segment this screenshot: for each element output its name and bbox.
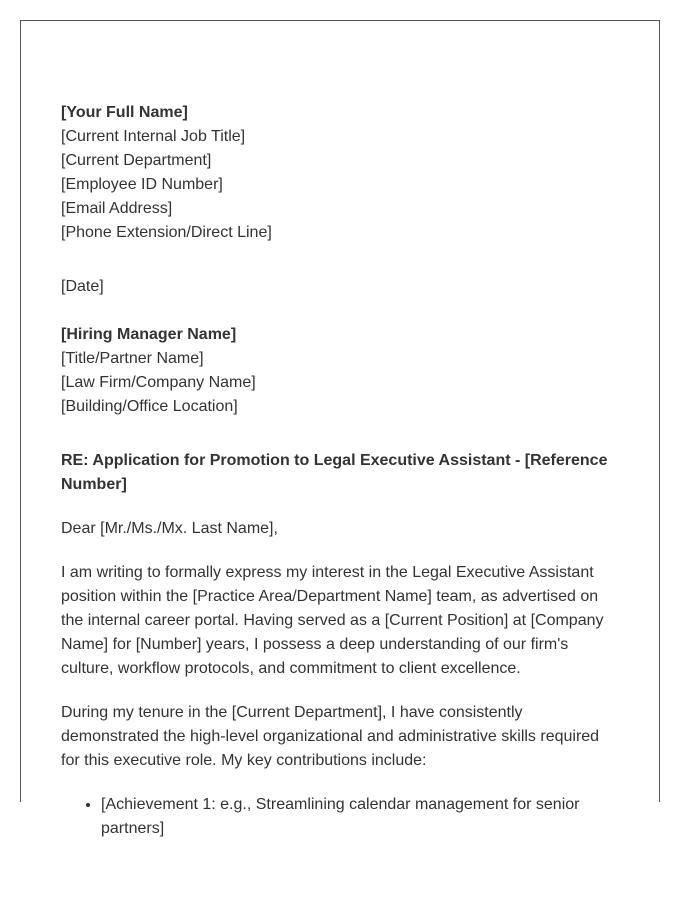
- letter-date: [Date]: [61, 278, 104, 295]
- sender-block: [61, 101, 621, 245]
- sender-department: [Current Department]: [61, 152, 212, 169]
- list-item: • [Achievement 1: e.g., Streamlining calendar management for senior partners]: [101, 793, 621, 841]
- subject-line: RE: Application for Promotion to Legal Executive Assistant - [Reference Number]: [61, 452, 608, 493]
- recipient-company: [Law Firm/Company Name]: [61, 374, 256, 391]
- sender-employee-id: [Employee ID Number]: [61, 176, 223, 193]
- date-block: [61, 275, 621, 299]
- tenure-paragraph: During my tenure in the [Current Department], I have consistently demonstrated the high-level organizational and administrative skills required for this executive role. My key contributions include:: [61, 704, 600, 769]
- intro-paragraph: I am writing to formally express my interest in the Legal Executive Assistant position within the [Practice Area/Department Name] team, as advertised on the internal career portal. Having served as a [Current Position] at [Company Name] for [Number] years, I possess a deep understanding of our firm's culture, workflow protocols, and commitment to client excellence.: [61, 564, 604, 677]
- recipient-title: [Title/Partner Name]: [61, 350, 204, 367]
- sender-job-title: [Current Internal Job Title]: [61, 128, 246, 145]
- letter-page: [20, 20, 660, 837]
- recipient-name: [Hiring Manager Name]: [61, 326, 237, 343]
- letter-content: [61, 101, 621, 841]
- sender-phone: [Phone Extension/Direct Line]: [61, 224, 272, 241]
- sender-email: [Email Address]: [61, 200, 173, 217]
- recipient-block: [61, 323, 621, 419]
- sender-name: [Your Full Name]: [61, 104, 188, 121]
- recipient-location: [Building/Office Location]: [61, 398, 238, 415]
- salutation: Dear [Mr./Ms./Mx. Last Name],: [61, 520, 278, 537]
- contributions-list: [61, 793, 621, 841]
